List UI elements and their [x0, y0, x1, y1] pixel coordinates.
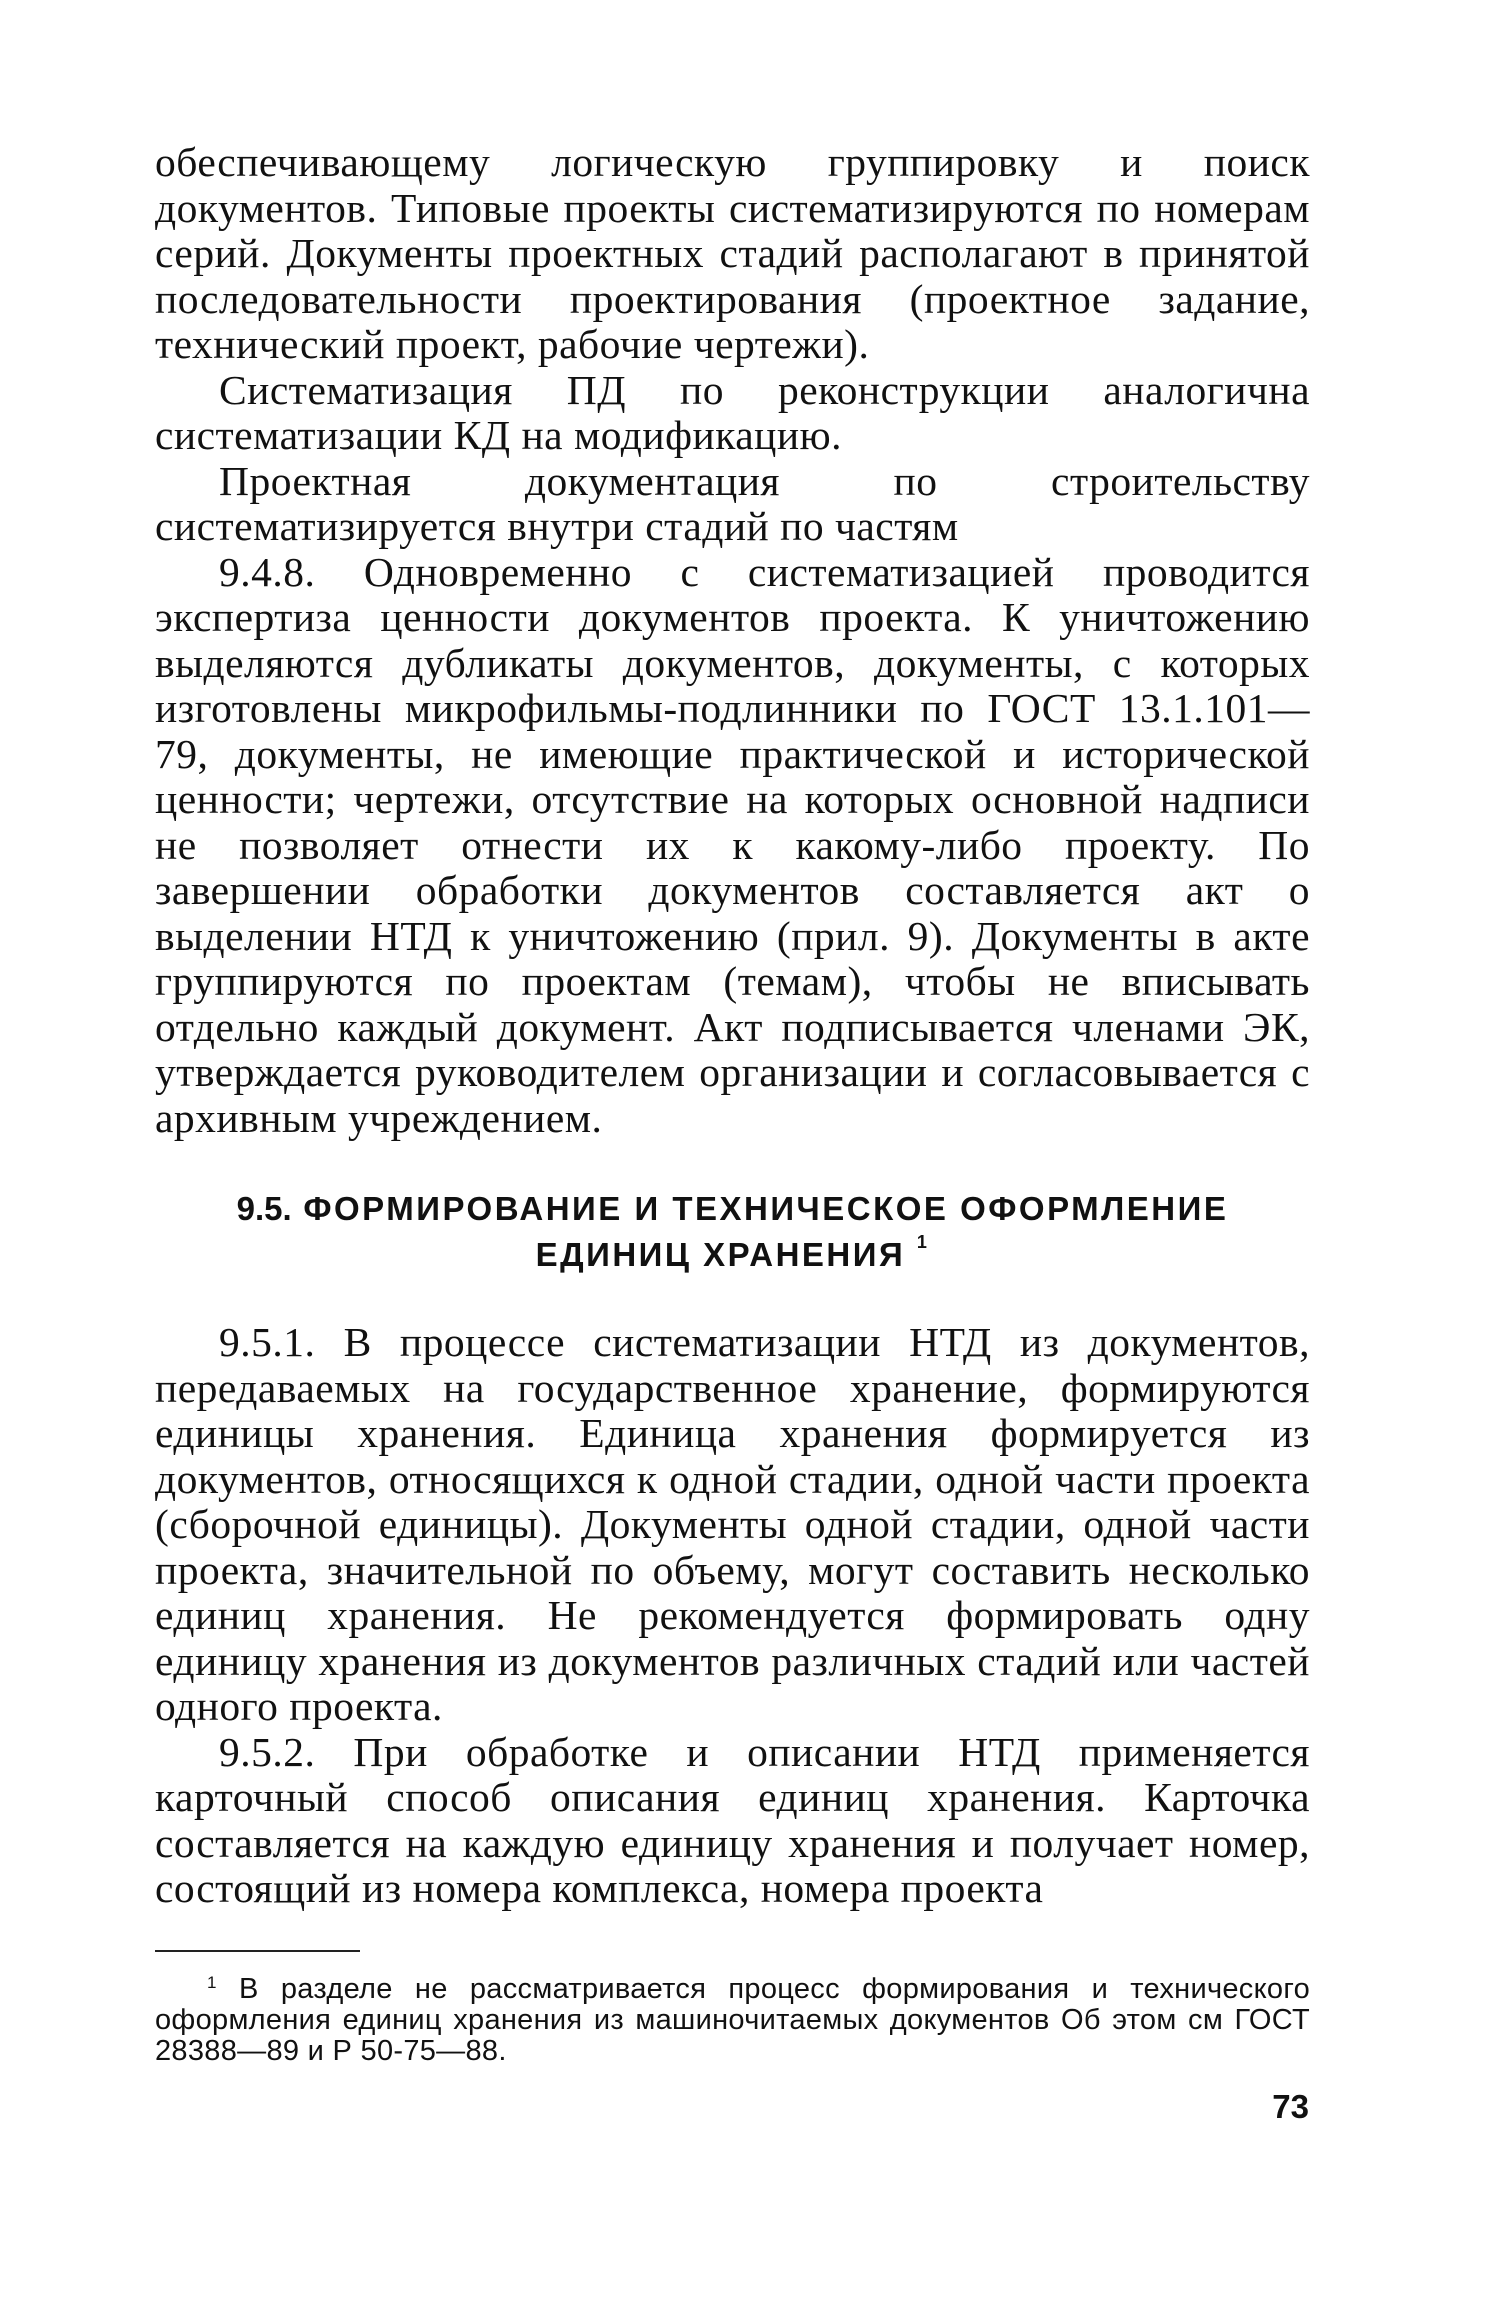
footnote-reference: 1 — [916, 1232, 930, 1252]
footnote-mark: 1 — [207, 1972, 217, 1992]
page-body — [155, 140, 1310, 2067]
paragraph: 9.5.2. При обработке и описании НТД применяется карточный способ описания единиц хранения. Карточка составляется на каждую единицу хранения и получает номер, состоящий из номера комплекса, номера проекта — [155, 1728, 1310, 1911]
section-heading-line-2 — [155, 1232, 1310, 1278]
page-number: 73 — [1272, 2088, 1309, 2125]
paragraph: 9.4.8. Одновременно с систематизацией проводится экспертиза ценности документов проекта. К уничтожению выделяются дубликаты документов, документы, с которых изготовлены микрофильмы-подлинники по ГОСТ 13.1.101—79, документы, не имеющие практической и исторической ценности; чертежи, отсутствие на которых основной надписи не позволяет отнести их к какому-либо проекту. По завершении обработки документов составляется акт о выделении НТД к уничтожению (прил. 9). Документы в акте группируются по проектам (темам), чтобы не вписывать отдельно каждый документ. Акт подписывается членами ЭК, утверждается руководителем организации и согласовывается с архивным учреждением. — [155, 548, 1310, 1141]
footnote-divider — [155, 1950, 360, 1952]
section-heading-line-1 — [155, 1186, 1310, 1232]
footnote — [155, 1974, 1310, 2067]
paragraph: обеспечивающему логическую группировку и поиск документов. Типовые проекты систематизируются по номерам серий. Документы проектных стадий располагают в принятой последовательности проектирования (проектное задание, технический проект, рабочие чертежи). — [155, 139, 1310, 367]
section-title-line-2: ЕДИНИЦ ХРАНЕНИЯ — [535, 1236, 906, 1273]
paragraph: Проектная документация по строительству систематизируется внутри стадий по частям — [155, 457, 1310, 549]
footnote-text: В разделе не рассматривается процесс формирования и технического оформления единиц хранения из машиночитаемых документов Об этом см ГОСТ 28388—89 и Р 50-75—88. — [155, 1972, 1311, 2067]
section-number: 9.5. — [236, 1190, 292, 1227]
section-title-line-1: ФОРМИРОВАНИЕ И ТЕХНИЧЕСКОЕ ОФОРМЛЕНИЕ — [303, 1190, 1229, 1227]
section-heading — [155, 1186, 1310, 1278]
paragraph: 9.5.1. В процессе систематизации НТД из документов, передаваемых на государственное хранение, формируются единицы хранения. Единица хранения формируется из документов, относящихся к одной стадии, одной части проекта (сборочной единицы). Документы одной стадии, одной части проекта, значительной по объему, могут составить несколько единиц хранения. Не рекомендуется формировать одну единицу хранения из документов различных стадий или частей одного проекта. — [155, 1319, 1310, 1729]
paragraph: Систематизация ПД по реконструкции аналогична систематизации КД на модификацию. — [155, 366, 1310, 458]
